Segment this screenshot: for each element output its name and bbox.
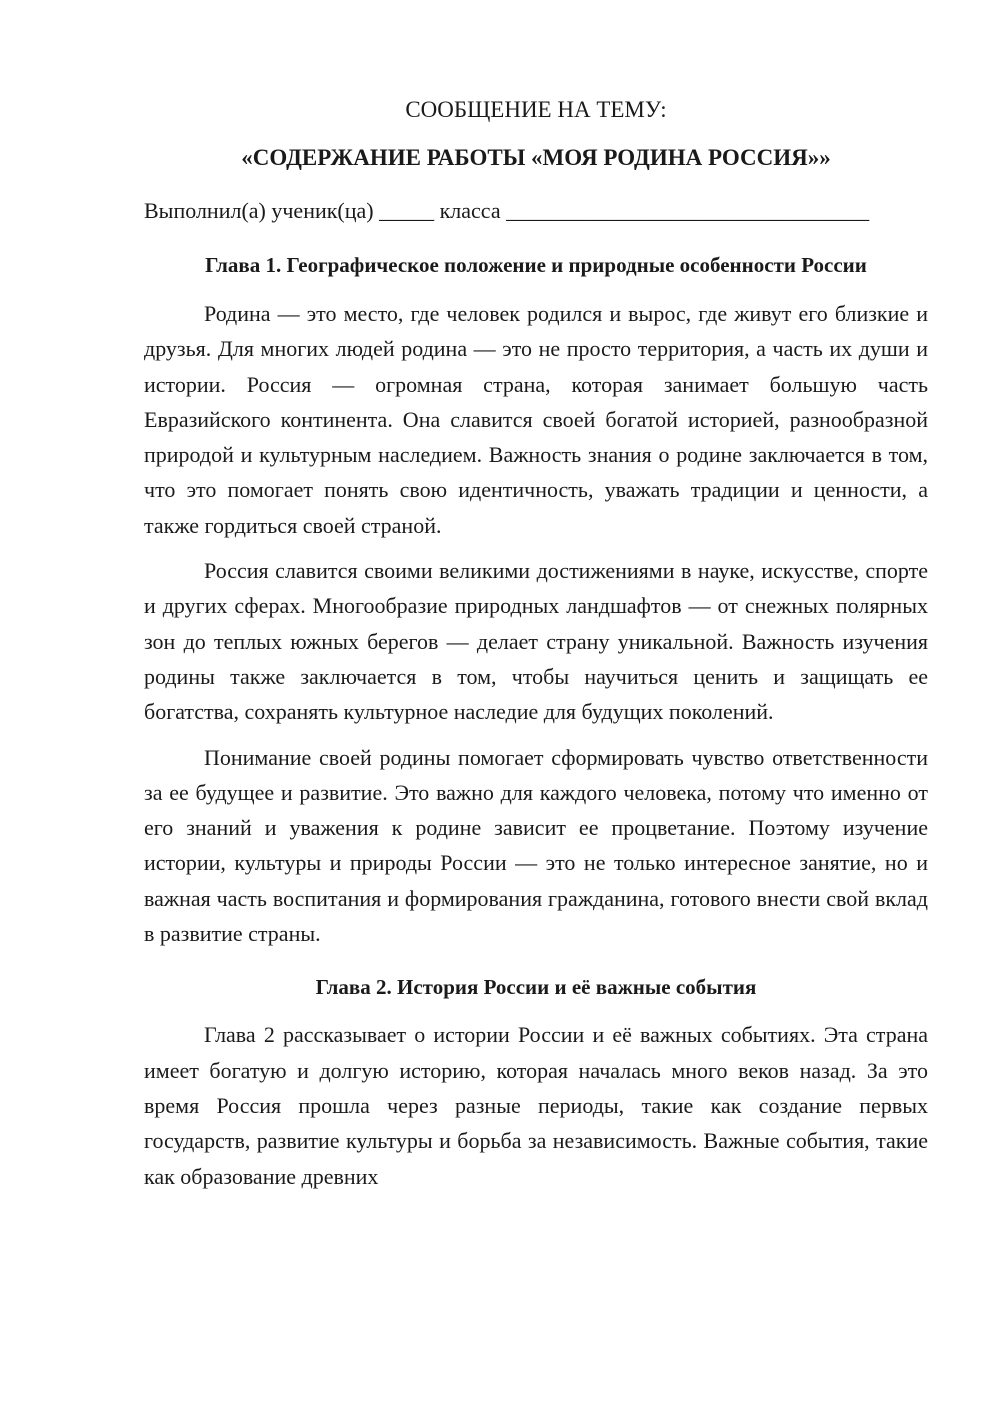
chapter-1-paragraph-1: Родина — это место, где человек родился и вырос, где живут его близкие и друзья. Для многих людей родина — это не просто территория, а часть их души и истории. Россия — огромная страна, которая занимает большую часть Евразийского континента. Она славится своей богатой историей, разнообразной природой и культурным наследием. Важность знания о родине заключается в том, что это помогает понять свою идентичность, уважать традиции и ценности, а также гордиться своей страной. [144,301,928,538]
chapter-2 [144,971,928,1193]
author-class-line: Выполнил(а) ученик(ца) _____ класса _________________________________ [144,198,870,223]
document-title-line1: СООБЩЕНИЕ НА ТЕМУ: [405,97,667,122]
document-title-line2: «СОДЕРЖАНИЕ РАБОТЫ «МОЯ РОДИНА РОССИЯ»» [241,145,831,170]
chapter-2-paragraph-1: Глава 2 рассказывает о истории России и её важных событиях. Эта страна имеет богатую и долгую историю, которая началась много веков назад. За это время Россия прошла через разные периоды, такие как создание первых государств, развитие культуры и борьба за независимость. Важные события, такие как образование древних [144,1022,928,1189]
chapter-1-paragraph-3: Понимание своей родины помогает сформировать чувство ответственности за ее будущее и развитие. Это важно для каждого человека, потому что именно от его знаний и уважения к родине зависит ее процветание. Поэтому изучение истории, культуры и природы России — это не только интересное занятие, но и важная часть воспитания и формирования гражданина, готового внести свой вклад в развитие страны. [144,744,928,947]
chapter-1-heading: Глава 1. Географическое положение и природные особенности России [205,253,867,277]
chapter-1 [144,249,928,951]
chapter-1-paragraph-2: Россия славится своими великими достижениями в науке, искусстве, спорте и других сферах. Многообразие природных ландшафтов — от снежных полярных зон до теплых южных берегов — делает страну уникальной. Важность изучения родины также заключается в том, чтобы научиться ценить и защищать ее богатства, сохранять культурное наследие для будущих поколений. [144,558,928,725]
chapter-2-heading: Глава 2. История России и её важные события [315,975,757,1000]
